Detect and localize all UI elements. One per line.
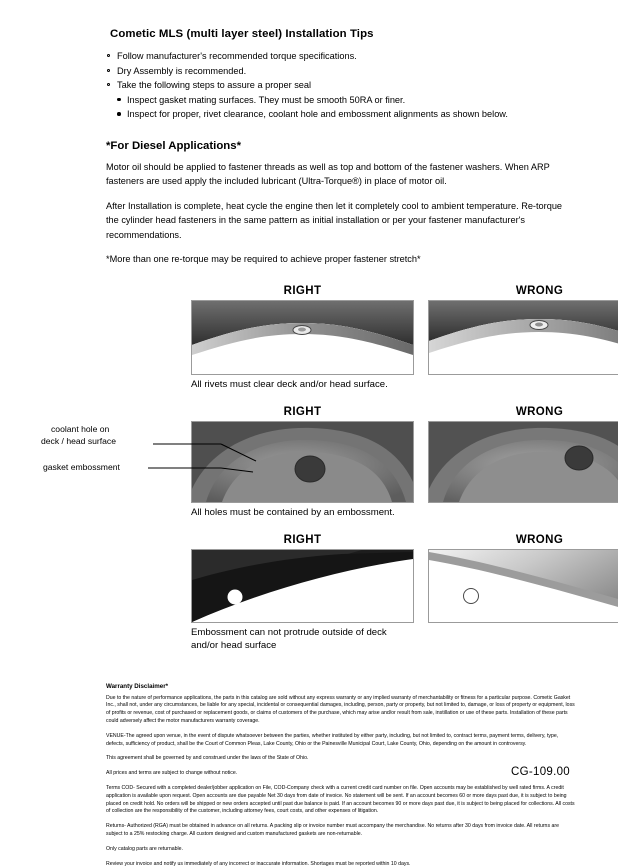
figure-rivets-caption: All rivets must clear deck and/or head surface. xyxy=(191,378,388,390)
figure-holes-labels xyxy=(191,406,618,421)
warranty-paragraph: All prices and terms are subject to change without notice. xyxy=(106,770,238,777)
callout-coolant-hole-line2: deck / head surface xyxy=(41,435,117,446)
list-item: Follow manufacturer's recommended torque specifications. xyxy=(106,49,582,64)
protrude-wrong-illustration xyxy=(429,550,618,622)
diesel-paragraph-1: Motor oil should be applied to fastener threads as well as top and bottom of the fastener washers. When ARP fasteners are used apply the included lubricant (Ultra-Torque®) in place of motor oil. xyxy=(106,161,550,187)
warranty-paragraph: Only catalog parts are returnable. xyxy=(106,845,183,852)
figure-protrude-panels xyxy=(191,549,618,623)
warranty-paragraph: This agreement shall be governed by and construed under the laws of the State of Ohio. xyxy=(106,755,309,762)
figure-rivets-right-image xyxy=(191,300,414,375)
figure-holes xyxy=(41,405,618,520)
figures-section xyxy=(36,285,582,653)
page-title: Cometic MLS (multi layer steel) Installation Tips xyxy=(110,28,374,40)
diesel-paragraph-2: After Installation is complete, heat cycle the engine then let it completely cool to ambient temperature. Re-torque the cylinder head fasteners in the same pattern as initial installation or per your fastener manufacturer's recommendations. xyxy=(106,200,563,240)
figure-holes-right-image xyxy=(191,421,414,503)
figure-protrude-labels xyxy=(191,534,618,549)
figure-protrude-caption-line2: and/or head surface xyxy=(191,639,277,651)
diesel-paragraph-3: *More than one re-torque may be required to achieve proper fastener stretch* xyxy=(106,254,421,265)
figure-protrude-wrong-label: WRONG xyxy=(515,533,564,546)
document-number: CG-109.00 xyxy=(511,766,570,778)
figure-rivets-right-label: RIGHT xyxy=(283,284,322,297)
warranty-paragraph: Terms COD- Secured with a completed dealer/jobber application on File, COD-Company check with a current credit card number on file. Open accounts may be established by well rated firms. A credit application is available upon request. Open accounts are due payable Net 30 days from date of invoice. No statement will be sent. If an account becomes 60 or more days past due, it is subject to being placed on credit hold. No orders will be shipped or new orders accepted until past due balance is paid. If an account becomes 90 or more days past due, it is subject to being placed for collections. All costs of collection are the responsibility of the customer, including attorney fees, court costs, and other expenses of litigation. xyxy=(106,784,575,815)
embossment-right-illustration xyxy=(192,422,413,502)
figure-rivets-labels xyxy=(191,285,618,300)
list-item: Take the following steps to assure a proper seal xyxy=(106,78,582,93)
figure-protrude-caption-line1: Embossment can not protrude outside of deck xyxy=(191,626,387,638)
figure-protrude xyxy=(191,534,618,653)
figure-holes-caption: All holes must be contained by an embossment. xyxy=(191,506,395,518)
warranty-heading: Warranty Disclaimer* xyxy=(106,682,169,690)
warranty-paragraph: Returns- Authorized (RGA) must be obtained in advance on all returns. A packing slip or invoice number must accompany the merchandise. No returns after 30 days from invoice date. All returns are subject to a 25% restocking charge. All custom designed and custom manufactured gaskets are non-returnable. xyxy=(106,823,559,837)
warranty-paragraph: VENUE-The agreed upon venue, in the event of dispute whatsoever between the parties, whether instituted by either party, including, but not limited to, contract terms, payment terms, delivery, type, defects, sufficiency of product, shall be the Court of Common Pleas, Lake County, Ohio or the Painesville Municipal Court, Lake County, Ohio, depending on the amount in controversy. xyxy=(106,732,559,747)
protrude-right-illustration xyxy=(192,550,413,622)
diesel-section-heading: *For Diesel Applications* xyxy=(106,139,242,152)
embossment-wrong-illustration xyxy=(429,422,618,502)
warranty-disclaimer xyxy=(106,683,576,868)
callout-coolant-hole-line1: coolant hole on xyxy=(51,423,110,434)
figure-holes-wrong-image xyxy=(428,421,618,503)
figure-holes-wrong-label: WRONG xyxy=(515,405,564,418)
figure-holes-right-label: RIGHT xyxy=(283,405,322,418)
warranty-paragraph: Review your invoice and notify us immediately of any incorrect or inaccurate information. Shortages must be reported within 10 days. xyxy=(106,860,411,867)
figure-rivets-wrong-label: WRONG xyxy=(515,284,564,297)
figure-rivets-panels xyxy=(191,300,618,375)
figure-holes-panels xyxy=(191,421,618,503)
figure-protrude-wrong-image xyxy=(428,549,618,623)
figure-rivets xyxy=(191,285,618,392)
installation-tips-list xyxy=(106,49,582,93)
list-item: Inspect gasket mating surfaces. They must be smooth 50RA or finer. xyxy=(106,93,582,108)
callout-gasket-embossment: gasket embossment xyxy=(43,461,120,472)
figure-protrude-right-label: RIGHT xyxy=(283,533,322,546)
list-item: Dry Assembly is recommended. xyxy=(106,64,582,79)
rivet-right-illustration xyxy=(192,301,413,374)
installation-tips-sublist xyxy=(106,93,582,122)
warranty-paragraph: Due to the nature of performance applications, the parts in this catalog are sold without any express warranty or any implied warranty of merchantability or fitness for a particular purpose. Cometic Gasket Inc., shall not, under any circumstances, be liable for any special, incidental or consequential damages, including, person, party or property, but not limited to, damage, or loss of property or equipment, loss of profits or revenue, cost of purchased or replacement goods, or claims of customers of the purchase, which may arise and/or result from sale, instillation or use of these parts. Installation of these parts could adversely affect the motor manufacturers warranty coverage. xyxy=(106,694,575,724)
rivet-wrong-illustration xyxy=(429,301,618,374)
figure-rivets-wrong-image xyxy=(428,300,618,375)
figure-protrude-right-image xyxy=(191,549,414,623)
list-item: Inspect for proper, rivet clearance, coolant hole and embossment alignments as shown below. xyxy=(106,107,582,122)
